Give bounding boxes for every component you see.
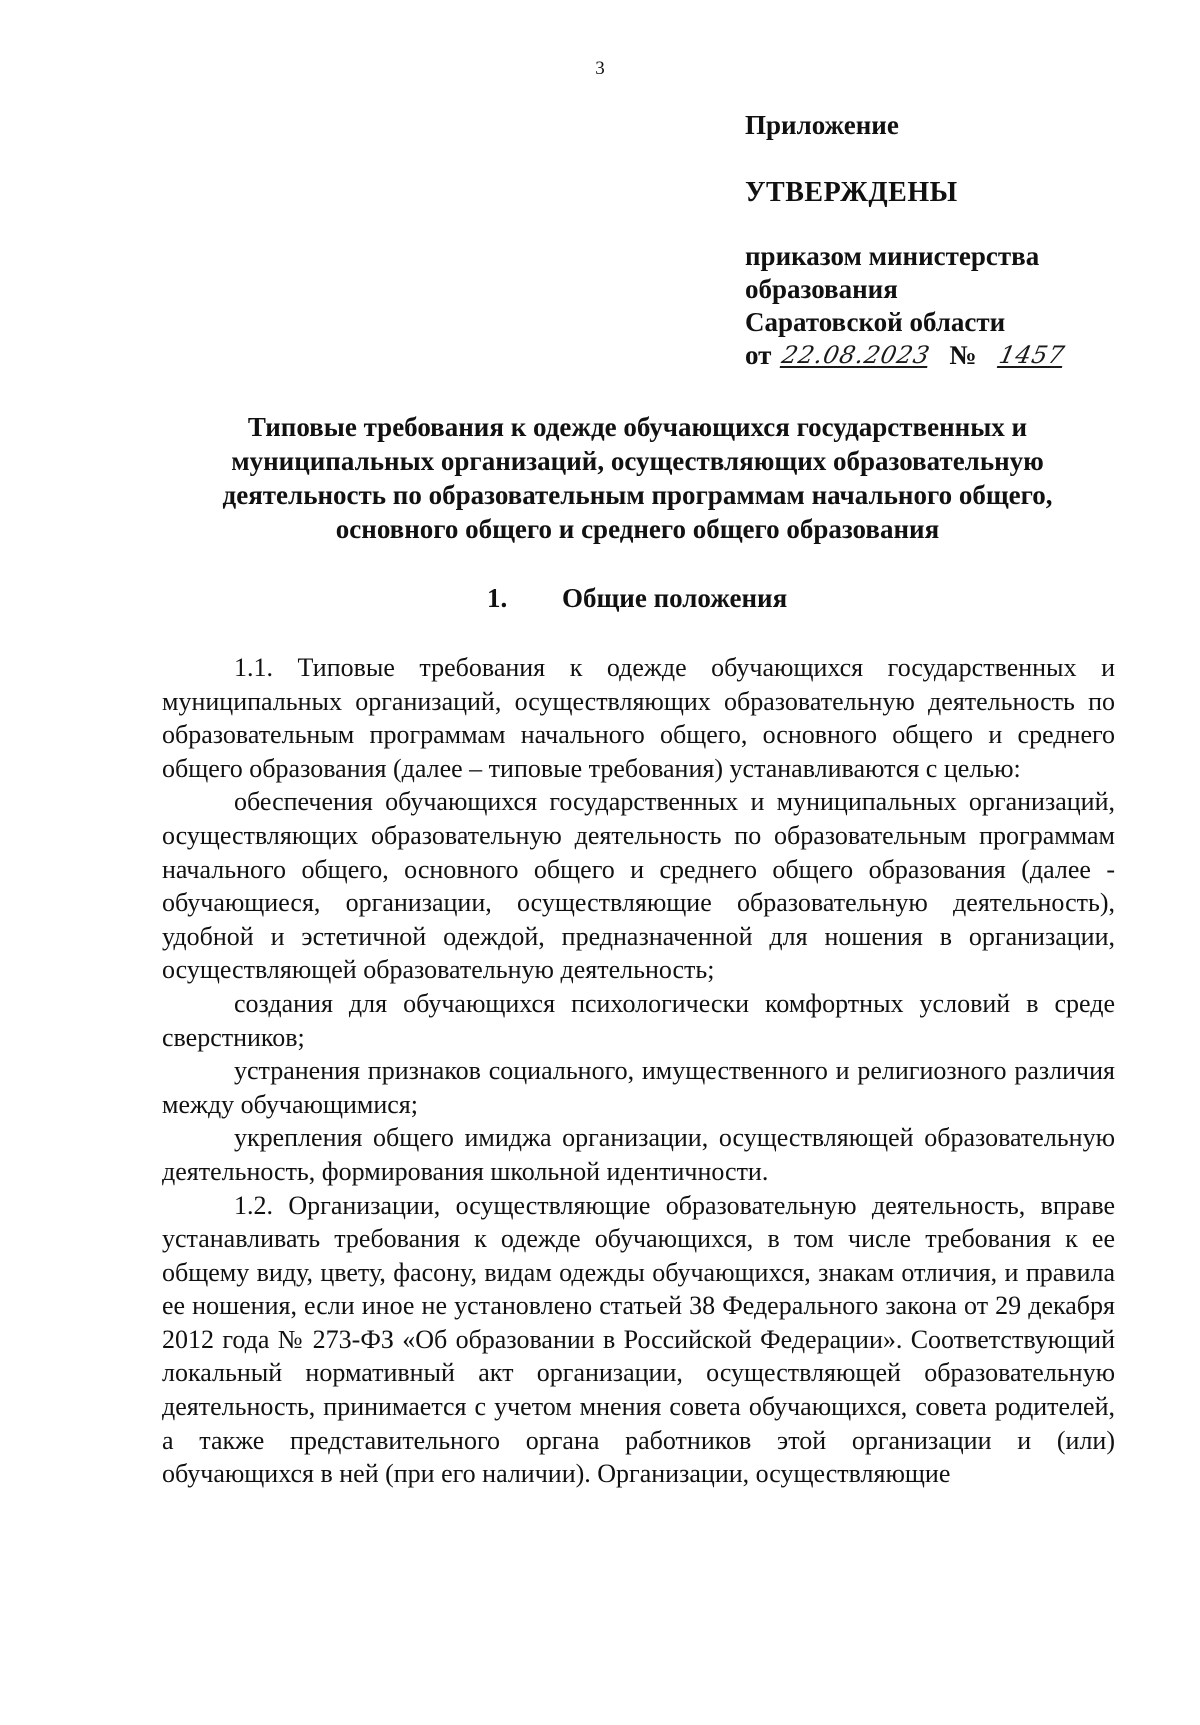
paragraph: устранения признаков социального, имущественного и религиозного различия между обучающимися; (162, 1056, 1115, 1119)
handwritten-order-number: 1457 (996, 341, 1068, 369)
appendix-label: Приложение (745, 110, 899, 140)
order-reference (745, 240, 1165, 372)
paragraph: создания для обучающихся психологически комфортных условий в среде сверстников; (162, 988, 1115, 1052)
order-date-number-line (745, 339, 1165, 372)
section-number: 1. (487, 583, 508, 613)
date-prefix: от (745, 340, 772, 370)
number-sign: № (949, 340, 977, 370)
document-body (162, 651, 1115, 1491)
document-title: Типовые требования к одежде обучающихся государственных и муниципальных организаций, осуществляющих образовательную деятельность по образовательным программам начального общего, основного общего и среднего общего образования (222, 412, 1053, 544)
page-number: 3 (595, 58, 605, 79)
order-line-1: приказом министерства (745, 241, 1040, 271)
order-line-3: Саратовской области (745, 307, 1006, 337)
paragraph: 1.1. Типовые требования к одежде обучающихся государственных и муниципальных организаций, осуществляющих образовательную деятельность по образовательным программам начального общего, основного общего и среднего общего образования (далее – типовые требования) устанавливаются с целью: (162, 653, 1115, 783)
paragraph: укрепления общего имиджа организации, осуществляющей образовательную деятельность, формирования школьной идентичности. (162, 1123, 1115, 1186)
order-line-2: образования (745, 274, 898, 304)
section-title: Общие положения (562, 583, 788, 613)
paragraph: 1.2. Организации, осуществляющие образовательную деятельность, вправе устанавливать требования к одежде обучающихся, в том числе требования к ее общему виду, цвету, фасону, видам одежды обучающихся, знакам отличия, и правила ее ношения, если иное не установлено статьей 38 Федерального закона от 29 декабря 2012 года № 273-ФЗ «Об образовании в Российской Федерации». Соответствующий локальный нормативный акт организации, осуществляющей образовательную деятельность, принимается с учетом мнения совета обучающихся, совета родителей, а также представительного органа работников этой организации и (или) обучающихся в ней (при его наличии). Организации, осуществляющие (162, 1190, 1115, 1489)
handwritten-date: 22.08.2023 (779, 341, 934, 369)
paragraph: обеспечения обучающихся государственных и муниципальных организаций, осуществляющих образовательную деятельность по образовательным программам начального общего, основного общего и среднего общего образования (далее - обучающиеся, организации, осуществляющие образовательную деятельность), удобной и эстетичной одеждой, предназначенной для ношения в организации, осуществляющей образовательную деятельность; (162, 787, 1115, 985)
approval-block (745, 108, 1165, 372)
approved-stamp-text: УТВЕРЖДЕНЫ (745, 177, 958, 208)
